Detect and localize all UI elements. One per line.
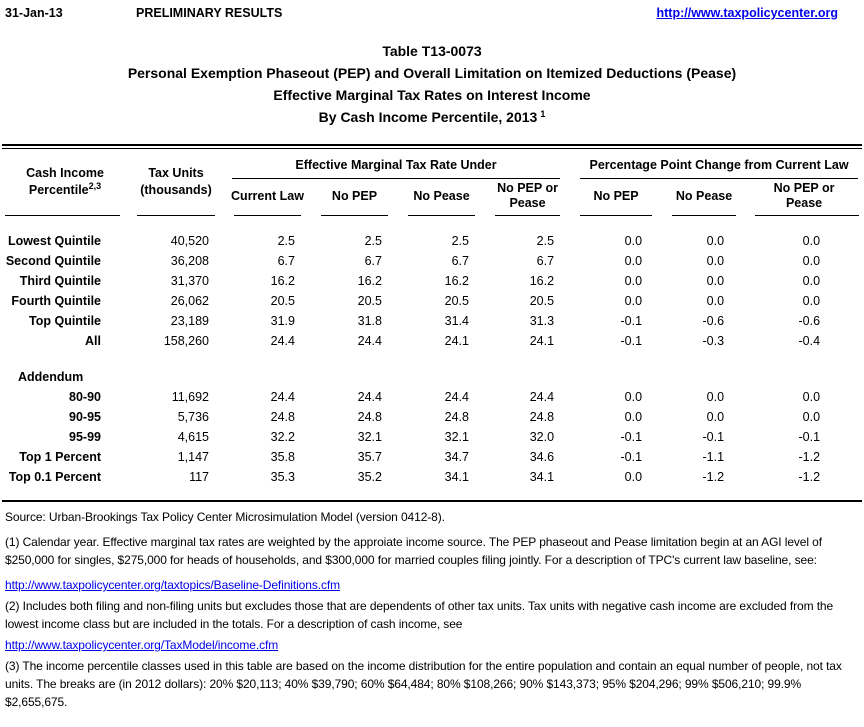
table-subtitle-pep-pease: Personal Exemption Phaseout (PEP) and Overall Limitation on Itemized Deductions (Pease) [127,65,737,81]
table-row: Lowest Quintile 40,520 2.5 2.5 2.5 2.5 0.0 0.0 0.0 [2,231,862,251]
row-label: Fourth Quintile [11,294,101,308]
baseline-definitions-link[interactable]: http://www.taxpolicycenter.org/taxtopics/Baseline-Definitions.cfm [5,578,340,592]
tax-units-value: 11,692 [171,390,209,404]
row-label: Lowest Quintile [7,234,101,248]
tax-units-value: 23,189 [170,314,209,328]
tax-units-value: 40,520 [170,234,209,248]
row-label: 95-99 [69,430,101,444]
table-bottom-rule [2,500,862,502]
table-subtitle-rates: Effective Marginal Tax Rates on Interest Income [273,87,591,103]
col-header-tax-units: Tax Units (thousands) [140,166,212,197]
subheader-no-pep-or-pease-rate: No PEP or Pease [497,181,558,210]
addendum-label: Addendum [18,370,84,384]
subheader-no-pease-rate: No Pease [413,188,470,203]
tax-units-value: 4,615 [177,430,209,444]
subheader-no-pep-change: No PEP [593,188,639,203]
row-label: 80-90 [69,390,101,404]
tax-units-value: 117 [189,470,209,484]
table-subtitle-percentile: By Cash Income Percentile, 2013 $^1$ [318,109,546,125]
subheader-no-pep-or-pease-change: No PEP or Pease [773,181,835,210]
page-top-bar [0,0,864,26]
addendum-header-row [2,367,862,387]
table-row: 95-99 4,615 32.2 32.1 32.1 32.0 -0.1 -0.1 -0.1 [2,427,862,447]
tax-units-value: 36,208 [170,254,209,268]
report-date: 31-Jan-13 [5,6,63,20]
row-label: Top 1 Percent [19,450,101,464]
footnote-1-link-wrap [5,576,860,594]
row-label: 90-95 [69,410,101,424]
tax-units-value: 31,370 [170,274,209,288]
title-block [0,40,864,130]
group-header-effective-marginal-rate: Effective Marginal Tax Rate Under [224,149,570,179]
footnote-2: (2) Includes both filing and non-filing units but excludes those that are dependents of other tax units. Tax units with negative cash income are excluded from the lowest income class but are included in the totals. For a description of cash income, see [5,599,834,631]
table-row: Third Quintile 31,370 16.2 16.2 16.2 16.2 0.0 0.0 0.0 [2,271,862,291]
footnote-3: (3) The income percentile classes used in this table are based on the income distribution for the entire population and contain an equal number of people, not tax units. The breaks are (in 2012 dollars): 20% $20,113; 40% $39,790; 60% $64,484; 80% $108,266; 90% $143,373; 95% $204,296; 99% $506,210; 99.9% $2,655,675. [5,659,842,709]
table-row: Top 0.1 Percent 117 35.3 35.2 34.1 34.1 0.0 -1.2 -1.2 [2,467,862,487]
tax-units-value: 5,736 [177,410,209,424]
row-label: All [85,334,101,348]
subheader-current-law: Current Law [231,188,304,203]
title-footnote-marker: 1 [540,109,546,119]
source-note: Source: Urban-Brookings Tax Policy Center Microsimulation Model (version 0412-8). [5,510,445,524]
footnotes-section [5,508,860,711]
row-label: Third Quintile [19,274,101,288]
tax-rate-table [2,149,862,500]
cash-income-definition-link[interactable]: http://www.taxpolicycenter.org/TaxModel/income.cfm [5,638,279,652]
group-header-pct-point-change: Percentage Point Change from Current Law [570,149,862,179]
subheader-no-pep-rate: No PEP [331,188,378,203]
table-row-all: All 158,260 24.4 24.4 24.1 24.1 -0.1 -0.3 -0.4 [2,331,862,351]
row-label: Top Quintile [29,314,101,328]
table-row: Second Quintile 36,208 6.7 6.7 6.7 6.7 0.0 0.0 0.0 [2,251,862,271]
footnote-2-link-wrap [5,636,860,654]
preliminary-results-label: PRELIMINARY RESULTS [136,6,283,20]
tax-units-value: 158,260 [163,334,209,348]
table-number-title: Table T13-0073 [382,43,482,59]
col-header-footnote-marker: 2,3 [88,180,102,191]
row-label: Top 0.1 Percent [8,470,101,484]
table-row: Top 1 Percent 1,147 35.8 35.7 34.7 34.6 -0.1 -1.1 -1.2 [2,447,862,467]
data-table-section [0,144,864,502]
taxpolicycenter-home-link[interactable]: http://www.taxpolicycenter.org [656,6,838,20]
table-row: Fourth Quintile 26,062 20.5 20.5 20.5 20.5 0.0 0.0 0.0 [2,291,862,311]
table-row: Top Quintile 23,189 31.9 31.8 31.4 31.3 -0.1 -0.6 -0.6 [2,311,862,331]
col-header-cash-income-percentile: Cash Income Percentile$^{2,3}$ [26,165,104,197]
table-row: 80-90 11,692 24.4 24.4 24.4 24.4 0.0 0.0 0.0 [2,387,862,407]
table-row: 90-95 5,736 24.8 24.8 24.8 24.8 0.0 0.0 0.0 [2,407,862,427]
tax-units-value: 1,147 [177,450,209,464]
row-label: Second Quintile [5,254,101,268]
footnote-1: (1) Calendar year. Effective marginal tax rates are weighted by the approiate income source. The PEP phaseout and Pease limitation begin at an AGI level of $250,000 for singles, $275,000 for heads of households, and $300,000 for married couples filing jointly. For a description of TPC's current law baseline, see: [5,535,822,567]
tax-units-value: 26,062 [170,294,209,308]
subheader-no-pease-change: No Pease [675,188,733,203]
